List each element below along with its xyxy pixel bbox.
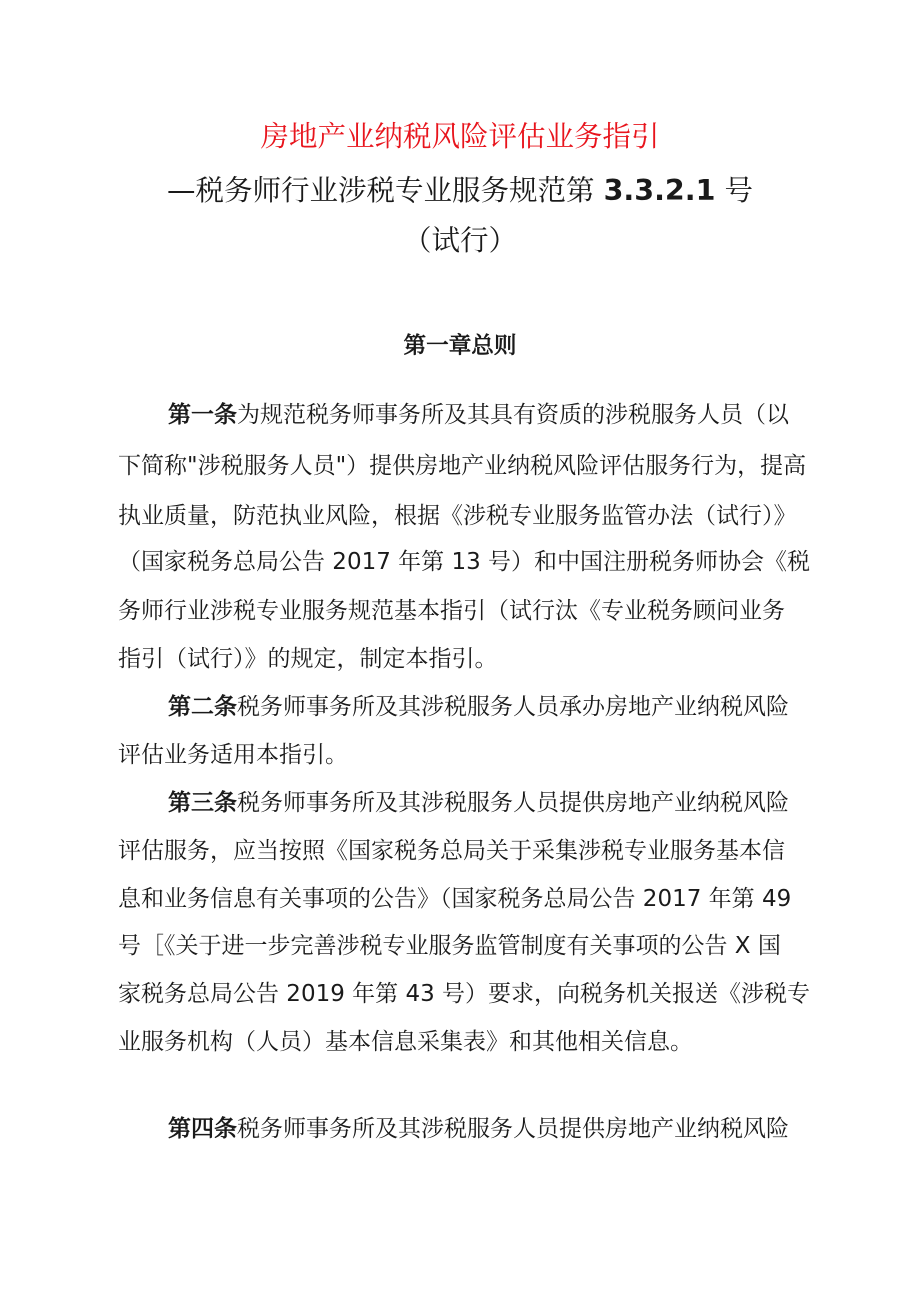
article-3-line-3: 息和业务信息有关事项的公告》（国家税务总局公告 2017 年第 49 <box>118 886 792 912</box>
article-1-line-1 <box>168 396 789 429</box>
article-3-line-6: 业服务机构（人员）基本信息采集表》和其他相关信息。 <box>118 1029 693 1055</box>
article-4-text-1: 税务师事务所及其涉税服务人员提供房地产业纳税风险 <box>237 1116 789 1142</box>
article-3-line-1 <box>168 784 789 817</box>
article-2-text-1: 税务师事务所及其涉税服务人员承办房地产业纳税风险 <box>237 694 789 720</box>
subtitle-suffix: 号 <box>724 174 753 207</box>
article-2-lead: 第二条 <box>168 694 237 720</box>
article-1-lead: 第一条 <box>168 402 237 428</box>
subtitle-prefix: —税务师行业涉税专业服务规范第 <box>167 174 595 207</box>
article-3-text-1: 税务师事务所及其涉税服务人员提供房地产业纳税风险 <box>237 790 789 816</box>
article-2-line-2: 评估业务适用本指引。 <box>118 742 348 768</box>
article-1-line-2: 下简称"涉税服务人员"）提供房地产业纳税风险评估服务行为，提高 <box>118 453 807 479</box>
article-3-lead: 第三条 <box>168 790 237 816</box>
article-3-line-2: 评估服务，应当按照《国家税务总局关于采集涉税专业服务基本信 <box>118 838 785 864</box>
chapter-heading: 第一章总则 <box>403 333 517 359</box>
article-4-line-1 <box>168 1110 789 1143</box>
subtitle-number: 3.3.2.1 <box>603 174 716 207</box>
document-trial-note: （试行） <box>402 224 517 257</box>
article-3-line-4: 号［《关于进一步完善涉税专业服务监管制度有关事项的公告 X 国 <box>118 933 781 959</box>
article-1-line-5: 务师行业涉税专业服务规范基本指引（试行汰《专业税务顾问业务 <box>118 598 785 624</box>
document-title: 房地产业纳税风险评估业务指引 <box>260 120 660 153</box>
article-4-lead: 第四条 <box>168 1116 237 1142</box>
article-1-line-3: 执业质量，防范执业风险，根据《涉税专业服务监管办法（试行）》 <box>118 503 797 529</box>
document-subtitle <box>0 168 920 209</box>
article-2-line-1 <box>168 688 789 721</box>
article-1-line-6: 指引（试行）》的规定，制定本指引。 <box>118 646 498 672</box>
article-1-text-1: 为规范税务师事务所及其具有资质的涉税服务人员（以 <box>237 402 789 428</box>
article-3-line-5: 家税务总局公告 2019 年第 43 号）要求，向税务机关报送《涉税专 <box>118 981 811 1007</box>
article-1-line-4: （国家税务总局公告 2017 年第 13 号）和中国注册税务师协会《税 <box>118 549 811 575</box>
